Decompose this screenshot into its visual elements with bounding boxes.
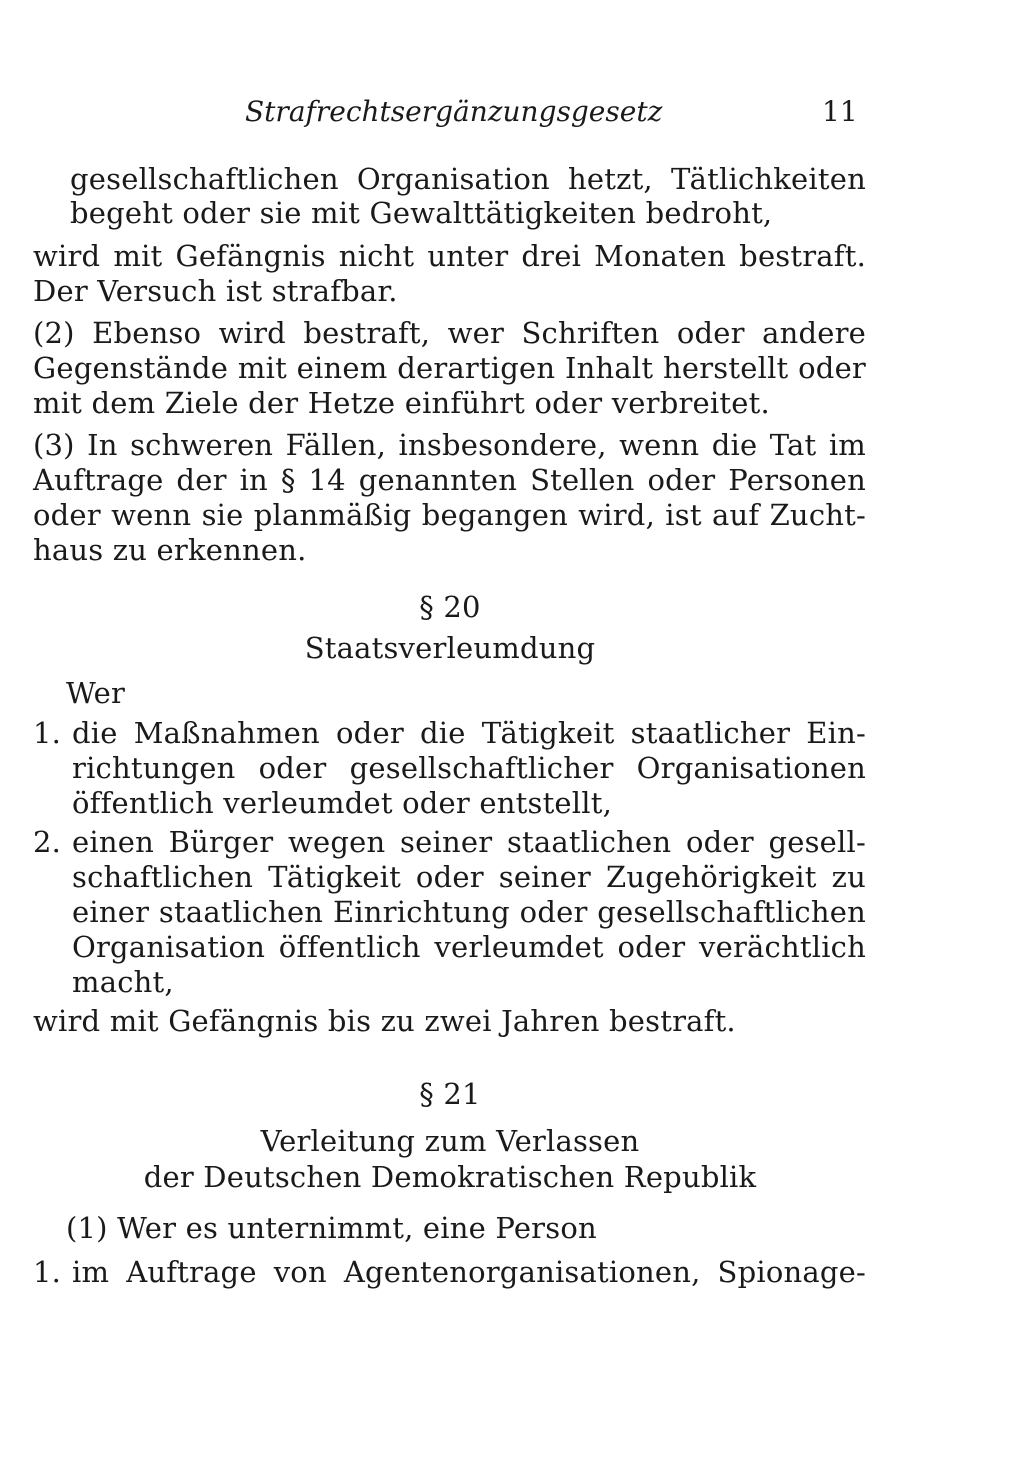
list-number: 1. (33, 716, 62, 750)
text-line: oder wenn sie planmäßig begangen wird, ist auf Zucht- (33, 498, 866, 532)
list-item-line: richtungen oder gesellschaftlicher Organisationen (72, 751, 866, 785)
text-line: (2) Ebenso wird bestraft, wer Schriften oder andere (33, 316, 866, 350)
list-item-line: Organisation öffentlich verleumdet oder verächtlich (72, 930, 866, 964)
text-line: gesellschaftlichen Organisation hetzt, Tätlichkeiten (70, 162, 866, 196)
list-item-line: einer staatlichen Einrichtung oder gesellschaftlichen (72, 895, 866, 929)
text-line: Wer (66, 676, 126, 710)
list-item-line: einen Bürger wegen seiner staatlichen oder gesell- (72, 825, 866, 859)
text-line: begeht oder sie mit Gewalttätigkeiten bedroht, (70, 196, 773, 230)
list-item-line: öffentlich verleumdet oder entstellt, (72, 786, 613, 820)
running-header-title: Strafrechtsergänzungsgesetz (245, 95, 663, 128)
page-number: 11 (822, 95, 858, 128)
section-title: Verleitung zum Verlassen (260, 1124, 640, 1158)
section-title: der Deutschen Demokratischen Republik (143, 1160, 757, 1194)
list-item-line: die Maßnahmen oder die Tätigkeit staatlicher Ein- (72, 716, 866, 750)
text-line: mit dem Ziele der Hetze einführt oder verbreitet. (33, 386, 770, 420)
text-line: Auftrage der in § 14 genannten Stellen oder Personen (33, 463, 866, 497)
text-line: (3) In schweren Fällen, insbesondere, wenn die Tat im (33, 428, 866, 462)
text-line: (1) Wer es unternimmt, eine Person (66, 1211, 597, 1245)
list-item-line: schaftlichen Tätigkeit oder seiner Zugehörigkeit zu (72, 860, 866, 894)
list-item-line: macht, (72, 965, 174, 999)
list-number: 2. (33, 825, 62, 859)
text-line: wird mit Gefängnis bis zu zwei Jahren bestraft. (33, 1004, 736, 1038)
list-number: 1. (33, 1255, 62, 1289)
section-number: § 21 (419, 1077, 481, 1111)
text-line: wird mit Gefängnis nicht unter drei Monaten bestraft. (33, 239, 866, 273)
text-line: Gegenstände mit einem derartigen Inhalt herstellt oder (33, 351, 866, 385)
text-line: haus zu erkennen. (33, 533, 307, 567)
section-title: Staatsverleumdung (304, 631, 596, 665)
list-item-line: im Auftrage von Agentenorganisationen, Spionage- (72, 1255, 866, 1289)
text-line: Der Versuch ist strafbar. (33, 274, 398, 308)
section-number: § 20 (419, 590, 481, 624)
